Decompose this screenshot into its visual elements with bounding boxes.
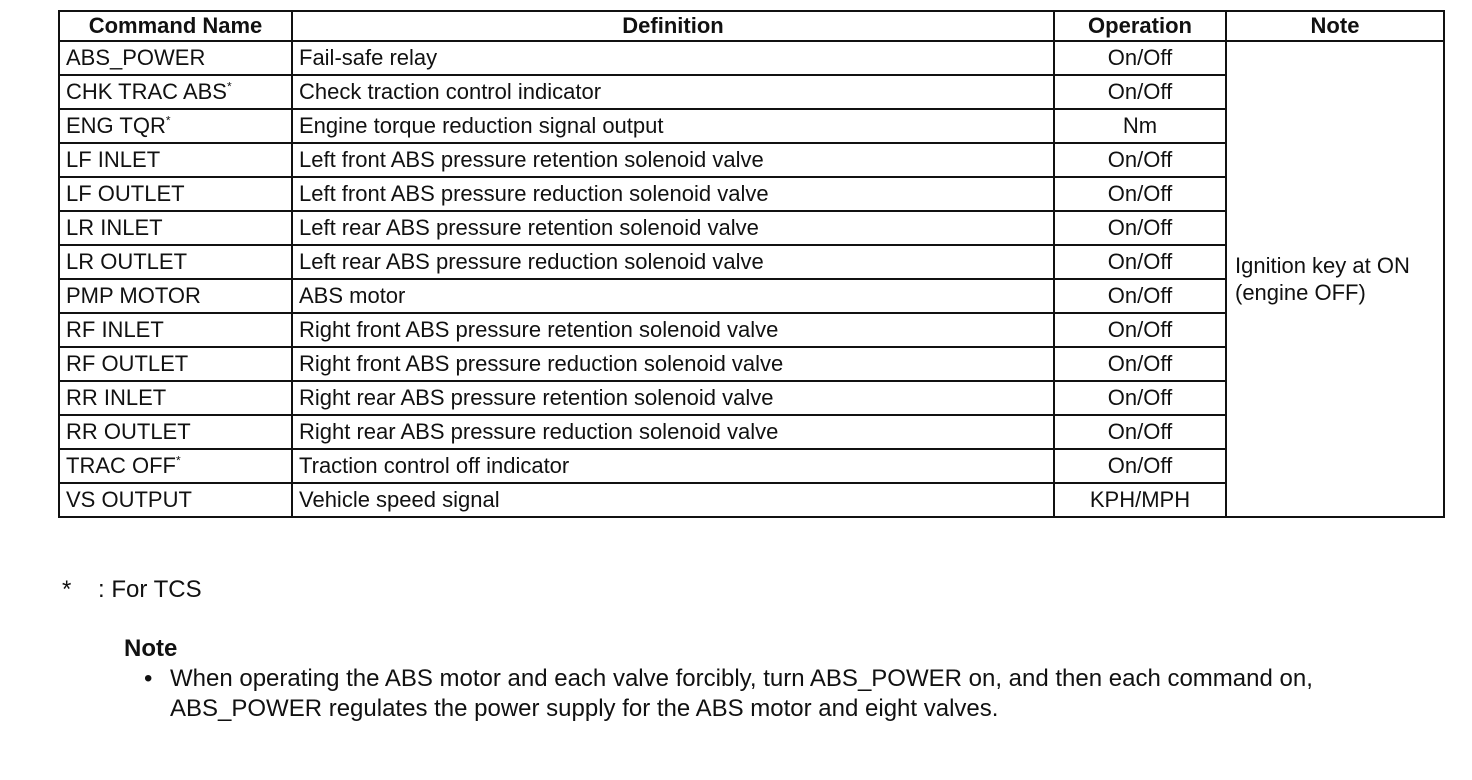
command-name: LR INLET bbox=[66, 215, 163, 240]
bullet-icon: • bbox=[144, 665, 153, 692]
definition-cell: Fail-safe relay bbox=[292, 41, 1054, 75]
tcs-asterisk: * bbox=[176, 453, 181, 468]
definition-cell: Traction control off indicator bbox=[292, 449, 1054, 483]
command-name-cell bbox=[59, 211, 292, 245]
command-name-cell bbox=[59, 143, 292, 177]
operation-cell: On/Off bbox=[1054, 313, 1226, 347]
command-name-cell bbox=[59, 279, 292, 313]
command-name-cell bbox=[59, 415, 292, 449]
note-cell bbox=[1226, 41, 1444, 517]
command-name: PMP MOTOR bbox=[66, 283, 201, 308]
command-name: VS OUTPUT bbox=[66, 487, 192, 512]
command-name-cell bbox=[59, 177, 292, 211]
definition-cell: Check traction control indicator bbox=[292, 75, 1054, 109]
definition-cell: ABS motor bbox=[292, 279, 1054, 313]
command-name: RF OUTLET bbox=[66, 351, 189, 376]
note-heading: Note bbox=[124, 635, 178, 662]
operation-cell: On/Off bbox=[1054, 279, 1226, 313]
command-name: TRAC OFF bbox=[66, 453, 176, 478]
definition-cell: Right rear ABS pressure reduction solenoid valve bbox=[292, 415, 1054, 449]
note-line: (engine OFF) bbox=[1235, 280, 1366, 305]
operation-cell: On/Off bbox=[1054, 449, 1226, 483]
command-name: LF INLET bbox=[66, 147, 161, 172]
definition-cell: Engine torque reduction signal output bbox=[292, 109, 1054, 143]
command-name: ENG TQR bbox=[66, 113, 166, 138]
command-name-cell bbox=[59, 75, 292, 109]
note-bullet-item bbox=[124, 664, 1454, 724]
footnote-text: : For TCS bbox=[98, 576, 202, 603]
command-name-cell bbox=[59, 483, 292, 517]
command-name-cell bbox=[59, 41, 292, 75]
note-line: Ignition key at ON bbox=[1235, 253, 1410, 278]
header-definition: Definition bbox=[292, 11, 1054, 41]
definition-cell: Right rear ABS pressure retention solenoid valve bbox=[292, 381, 1054, 415]
header-operation: Operation bbox=[1054, 11, 1226, 41]
note-bullet-text: When operating the ABS motor and each valve forcibly, turn ABS_POWER on, and then each command on, ABS_POWER regulates the power supply for the ABS motor and eight valves. bbox=[170, 665, 1313, 722]
header-note: Note bbox=[1226, 11, 1444, 41]
note-section bbox=[124, 634, 1454, 724]
operation-cell: On/Off bbox=[1054, 347, 1226, 381]
operation-cell: KPH/MPH bbox=[1054, 483, 1226, 517]
command-table bbox=[58, 10, 1445, 518]
command-name: CHK TRAC ABS bbox=[66, 79, 227, 104]
definition-cell: Right front ABS pressure reduction solenoid valve bbox=[292, 347, 1054, 381]
operation-cell: On/Off bbox=[1054, 75, 1226, 109]
definition-cell: Left front ABS pressure reduction solenoid valve bbox=[292, 177, 1054, 211]
definition-cell: Left rear ABS pressure retention solenoid valve bbox=[292, 211, 1054, 245]
command-name: ABS_POWER bbox=[66, 45, 206, 70]
footnote-asterisk: * bbox=[62, 576, 72, 603]
command-name-cell bbox=[59, 109, 292, 143]
operation-cell: On/Off bbox=[1054, 415, 1226, 449]
operation-cell: On/Off bbox=[1054, 211, 1226, 245]
definition-cell: Left rear ABS pressure reduction solenoid valve bbox=[292, 245, 1054, 279]
table-row bbox=[59, 41, 1444, 75]
command-name-cell bbox=[59, 245, 292, 279]
operation-cell: On/Off bbox=[1054, 177, 1226, 211]
tcs-asterisk: * bbox=[226, 79, 232, 94]
operation-cell: On/Off bbox=[1054, 143, 1226, 177]
definition-cell: Left front ABS pressure retention solenoid valve bbox=[292, 143, 1054, 177]
definition-cell: Right front ABS pressure retention solenoid valve bbox=[292, 313, 1054, 347]
command-name-cell bbox=[59, 449, 292, 483]
definition-cell: Vehicle speed signal bbox=[292, 483, 1054, 517]
tcs-footnote bbox=[62, 576, 202, 604]
operation-cell: Nm bbox=[1054, 109, 1226, 143]
command-name: LR OUTLET bbox=[66, 249, 188, 274]
command-name-cell bbox=[59, 347, 292, 381]
table-header-row bbox=[59, 11, 1444, 41]
operation-cell: On/Off bbox=[1054, 245, 1226, 279]
command-name: RF INLET bbox=[66, 317, 164, 342]
command-name-cell bbox=[59, 313, 292, 347]
command-name-cell bbox=[59, 381, 292, 415]
command-name: RR OUTLET bbox=[66, 419, 191, 444]
command-name: RR INLET bbox=[66, 385, 167, 410]
command-name: LF OUTLET bbox=[66, 181, 185, 206]
header-command-name: Command Name bbox=[59, 11, 292, 41]
operation-cell: On/Off bbox=[1054, 41, 1226, 75]
operation-cell: On/Off bbox=[1054, 381, 1226, 415]
tcs-asterisk: * bbox=[165, 113, 171, 128]
